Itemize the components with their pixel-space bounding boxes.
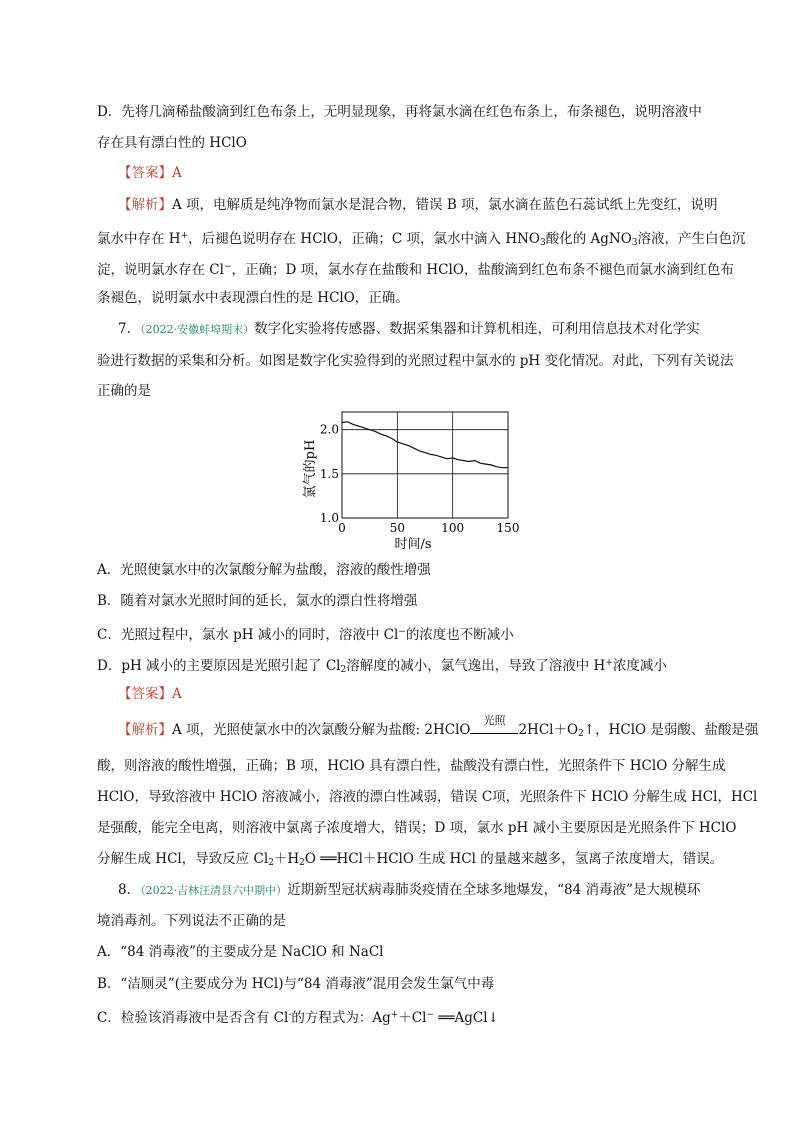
q7-stem-line2: 验进行数据的采集和分析。如图是数字化实验得到的光照过程中氯水的 pH 变化情况。对此，下列有关说法 [97, 353, 734, 369]
q7-source: （2022·安徽蚌埠期末） [140, 323, 255, 336]
q8-option-c: C．检验该消毒液中是否含有 Cl-的方程式为：Ag+＋Cl− ══AgCl↓ [97, 1010, 499, 1026]
y-tick-label: 1.5 [319, 466, 339, 481]
q6-analysis-line2: 氯水中存在 H+，后褪色说明存在 HClO，正确；C 项，氯水中滴入 $HNO_3$酸化的 AgNO$_3$溶液，产生白色沉 [97, 231, 746, 248]
q7-analysis-line5: 分解生成 HCl，导致反应 $Cl_2+H_2O$ ══HCl＋HClO 生成 HCl 的量越来越多，氢离子浓度增大，错误。 [97, 851, 724, 868]
q6-option-d-line1: D．先将几滴稀盐酸滴到红色布条上，无明显现象，再将氯水滴在红色布条上，布条褪色，说明溶液中 [97, 104, 702, 120]
q7-option-b: B．随着对氯水光照时间的延长，氯水的漂白性将增强 [97, 593, 418, 609]
q8-option-b: B．“洁厕灵”(主要成分为 HCl)与“84 消毒液”混用会发生氯气中毒 [97, 976, 495, 992]
q7-stem-line1: 7．（2022·安徽蚌埠期末）数字化实验将传感器、数据采集器和计算机相连，可利用信息技术对化学实 [118, 321, 700, 337]
x-tick-label: 0 [338, 521, 346, 535]
q6-analysis-line3: 淀，说明氯水存在 Cl−，正确；D 项，氯水存在盐酸和 HClO，盐酸滴到红色布条不褪色而氯水滴到红色布 [97, 262, 734, 278]
x-tick-label: 150 [496, 521, 520, 535]
x-tick-label: 50 [389, 521, 405, 535]
q7-analysis-line1: 【解析】A 项，光照使氯水中的次氯酸分解为盐酸: 2HClO 光照 $2HCl+O_2↑$，HClO 是弱酸、盐酸是强 [118, 714, 759, 739]
q7-analysis-line3: HClO，导致溶液中 HClO 溶液减小，溶液的漂白性减弱，错误 C项，光照条件下 HClO 分解生成 HCl，HCl [97, 789, 758, 805]
q8-source: （2022·吉林汪清县六中期中） [140, 884, 288, 897]
q7-option-c: C．光照过程中，氯水 pH 减小的同时，溶液中 Cl−的浓度也不断减小 [97, 627, 514, 643]
reaction-arrow: 光照 [470, 724, 518, 734]
y-tick-label: 1.0 [319, 511, 339, 525]
ph-chart [290, 404, 530, 556]
q8-stem-line1: 8．（2022·吉林汪清县六中期中）近期新型冠状病毒肺炎疫情在全球多地爆发，“84 消毒液”是大规模环 [118, 882, 701, 898]
q6-answer: 【答案】A [118, 165, 182, 181]
q7-stem-line3: 正确的是 [97, 383, 151, 399]
q8-option-a: A．“84 消毒液”的主要成分是 NaClO 和 NaCl [97, 944, 384, 960]
q7-analysis-line4: 是强酸，能完全电离，则溶液中氯离子浓度增大，错误；D 项，氯水 pH 减小主要原因是光照条件下 HClO [97, 820, 737, 836]
y-tick-label: 2.0 [319, 422, 339, 437]
q6-analysis-line1: 【解析】A 项，电解质是纯净物而氯水是混合物，错误 B 项，氯水滴在蓝色石蕊试纸上先变红，说明 [118, 197, 718, 213]
x-axis-label: 时间/s [394, 537, 432, 552]
y-axis-label: 氯气的pH [303, 439, 318, 499]
plot-frame [342, 412, 508, 518]
ph-series-line [342, 422, 508, 468]
q7-answer: 【答案】A [118, 686, 182, 702]
q7-option-a: A．光照使氯水中的次氯酸分解为盐酸，溶液的酸性增强 [97, 562, 431, 578]
q8-stem-line2: 境消毒剂。下列说法不正确的是 [97, 913, 286, 929]
q6-option-d-line2: 存在具有漂白性的 HClO [97, 135, 247, 151]
x-tick-label: 100 [441, 521, 465, 535]
q7-analysis-line2: 酸，则溶液的酸性增强，正确；B 项，HClO 具有漂白性，盐酸没有漂白性，光照条件下 HClO 分解生成 [97, 758, 726, 774]
q6-analysis-line4: 条褪色，说明氯水中表现漂白性的是 HClO，正确。 [97, 290, 409, 306]
q7-option-d: D．pH 减小的主要原因是光照引起了 $Cl_2$溶解度的减小，氯气逸出，导致了溶液中 H+浓度减小 [97, 658, 667, 675]
